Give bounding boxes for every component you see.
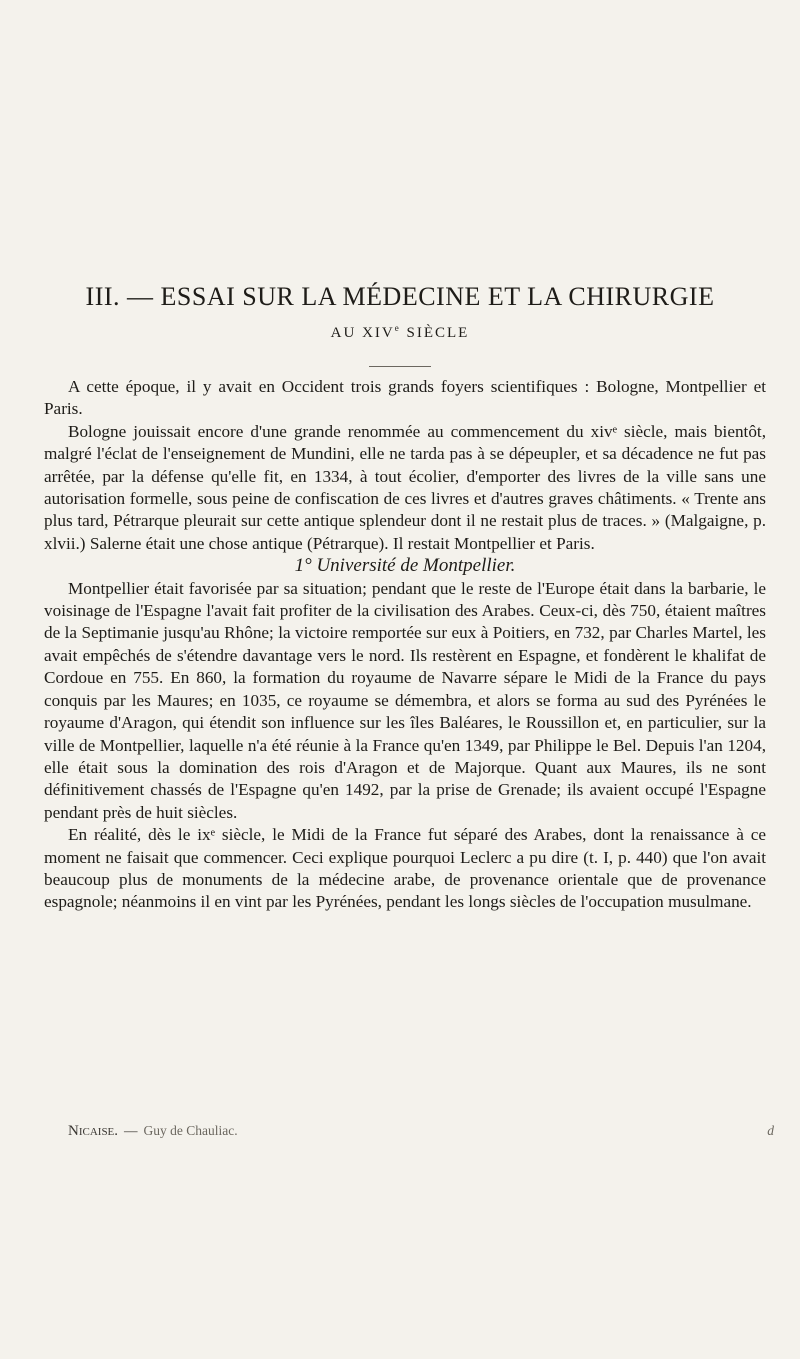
chapter-title: III. — ESSAI SUR LA MÉDECINE ET LA CHIRURGIE xyxy=(85,282,715,311)
footer-separator: — xyxy=(124,1123,138,1138)
title-divider xyxy=(369,366,431,367)
footer-author: Nicaise. xyxy=(68,1123,119,1139)
subtitle-superscript: e xyxy=(394,323,401,333)
paragraph-4: En réalité, dès le ixᵉ siècle, le Midi de la France fut séparé des Arabes, dont la renaissance à ce moment ne faisait que commencer. Ceci explique pourquoi Leclerc a pu dire (t. I, p. 440) que l'on avait beaucoup plus de monuments de la médecine arabe, de provenance orientale que de provenance espagnole; néanmoins il en vint par les Pyrénées, pendant les longs siècles de l'occupation musulmane. xyxy=(44,825,766,912)
paragraph-2: Bologne jouissait encore d'une grande renommée au commencement du xivᵉ siècle, mais bientôt, malgré l'éclat de l'enseignement de Mundini, elle ne tarda pas à se dépeupler, et sa décadence ne fut pas arrêtée, par la défense qu'elle fit, en 1334, à tout écolier, d'emporter des livres de la ville sans une autorisation formelle, sous peine de confiscation de ces livres et d'autres graves châtiments. « Trente ans plus tard, Pétrarque pleurait sur cette antique splendeur dont il ne restait plus de traces. » (Malgaigne, p. xlvii.) Salerne était une chose antique (Pétrarque). Il restait Montpellier et Paris. xyxy=(44,421,766,553)
section-heading: 1° Université de Montpellier. xyxy=(294,555,516,577)
subtitle-prefix: AU XIV xyxy=(330,325,395,341)
paragraph-3: Montpellier était favorisée par sa situation; pendant que le reste de l'Europe était dans la barbarie, le voisinage de l'Espagne l'avait fait profiter de la civilisation des Arabes. Ceux-ci, dès 750, étaient maîtres de la Septimanie jusqu'au Rhône; la victoire remportée sur eux à Poitiers, en 732, par Charles Martel, les avait empêchés de s'étendre davantage vers le nord. Ils restèrent en Espagne, et fondèrent le khalifat de Cordoue en 755. En 860, la formation du royaume de Navarre sépare le Midi de la France du pays conquis par les Maures; en 1035, ce royaume se démembra, et alors se forma au sud des Pyrénées le royaume d'Aragon, qui étendit son influence sur les îles Baléares, le Roussillon et, en particulier, sur la ville de Montpellier, laquelle n'a été réunie à la France qu'en 1349, par Philippe le Bel. Depuis l'an 1204, elle était sous la domination des rois d'Aragon et de Majorque. Quant aux Maures, ils ne sont définitivement chassés de l'Espagne qu'en 1492, par la prise de Grenade; ils avaient occupé l'Espagne pendant près de huit siècles. xyxy=(44,578,766,822)
signature-mark: d xyxy=(767,1123,774,1138)
subtitle-suffix: SIÈCLE xyxy=(400,325,470,341)
page-footer xyxy=(68,1123,774,1140)
paragraph-1: A cette époque, il y avait en Occident trois grands foyers scientifiques : Bologne, Montpellier et Paris. xyxy=(44,377,766,419)
footer-source: Guy de Chauliac. xyxy=(143,1123,238,1138)
book-page xyxy=(34,0,774,1359)
body-text xyxy=(44,376,766,914)
chapter-subtitle xyxy=(34,323,766,342)
